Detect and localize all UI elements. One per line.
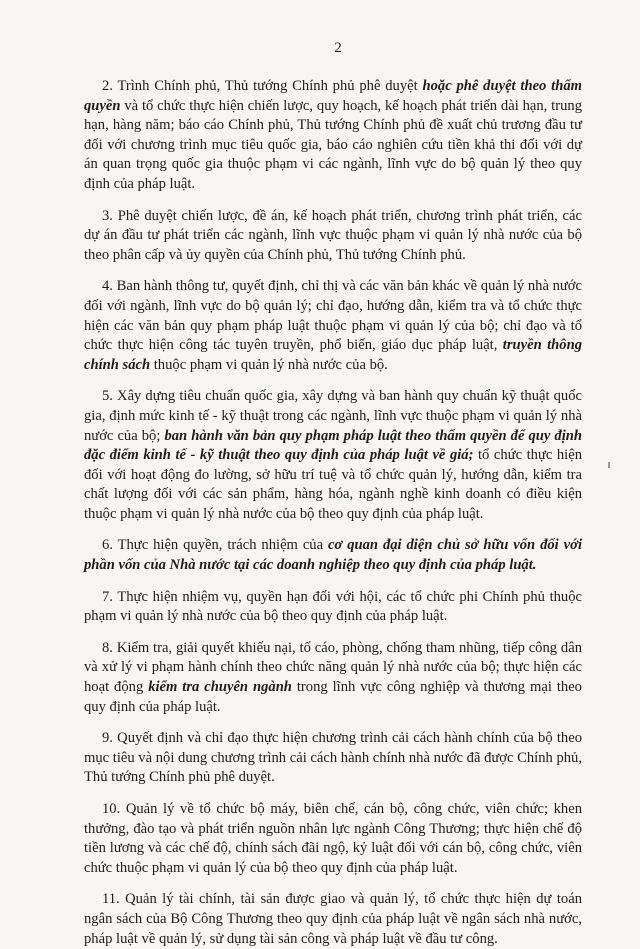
paragraph-8 [84,639,582,717]
paragraph-2 [84,77,582,195]
paragraph-text: thuộc phạm vi quản lý nhà nước của bộ. [150,356,388,373]
paragraph-text: 7. Thực hiện nhiệm vụ, quyền hạn đối với hội, các tổ chức phi Chính phủ thuộc phạm vi quản lý nhà nước của bộ theo quy định của pháp luật. [84,588,582,625]
paragraph-text: 3. Phê duyệt chiến lược, đề án, kế hoạch phát triển, chương trình phát triển, các dự án đầu tư phát triển các ngành, lĩnh vực thuộc phạm vi quản lý nhà nước của bộ theo phân cấp và ủy quyền của Chính phủ, Thủ tướng Chính phủ. [84,207,582,263]
paragraph-9 [84,729,582,788]
emphasized-text: ban hành văn bản quy phạm pháp luật theo thẩm quyền để quy định đặc điểm kinh tế - kỹ thuật theo quy định của pháp luật về giá; [84,427,582,464]
paragraph-text: tổ chức thực hiện đối với hoạt động đo lường, sở hữu trí tuệ và tổ chức quản lý, hướng dẫn, kiểm tra chất lượng đối với các sản phẩm, hàng hóa, ngành nghề kinh doanh có điều kiện thuộc phạm vi quản lý nhà nước của bộ theo quy định của pháp luật. [84,447,582,522]
emphasized-text: truyền thông chính sách [84,337,583,373]
emphasized-text: kiểm tra chuyên ngành [148,679,292,696]
paragraph-3 [84,207,582,266]
paragraph-10 [84,800,582,878]
paragraph-text: 4. Ban hành thông tư, quyết định, chỉ thị và các văn bản khác về quản lý nhà nước đối với ngành, lĩnh vực do bộ quản lý; chỉ đạo, hướng dẫn, kiểm tra và tổ chức thực hiện các văn bản quy phạm pháp luật thuộc phạm vi quản lý của bộ; chỉ đạo và tổ chức thực hiện công tác tuyên truyền, phổ biến, giáo dục pháp luật, [84,278,582,354]
paragraph-7 [84,588,582,627]
paragraph-text: 2. Trình Chính phủ, Thủ tướng Chính phủ phê duyệt [102,78,423,94]
paragraph-text: 9. Quyết định và chỉ đạo thực hiện chương trình cải cách hành chính của bộ theo mục tiêu và nội dung chương trình cải cách hành chính nhà nước đã được Chính phủ, Thủ tướng Chính phủ phê duyệt. [84,730,582,786]
paragraph-text: và tổ chức thực hiện chiến lược, quy hoạch, kế hoạch phát triển dài hạn, trung hạn, hàng năm; báo cáo Chính phủ, Thủ tướng Chính phủ đề xuất chủ trương đầu tư đối với chương trình mục tiêu quốc gia, báo cáo nghiên cứu tiền khả thi đối với dự án quan trọng quốc gia thuộc phạm vi các ngành, lĩnh vực do bộ quản lý theo quy định của pháp luật. [84,97,582,192]
document-body [84,77,582,949]
paragraph-11 [84,890,582,949]
scan-mark [608,462,610,468]
paragraph-text: 11. Quản lý tài chính, tài sản được giao và quản lý, tổ chức thực hiện dự toán ngân sách của Bộ Công Thương theo quy định của pháp luật về ngân sách nhà nước, pháp luật về quản lý, sử dụng tài sản công và pháp luật về đầu tư công. [84,891,582,947]
paragraph-4 [84,277,582,375]
paragraph-5 [84,387,582,524]
paragraph-6 [84,536,582,575]
paragraph-text: 5. Xây dựng tiêu chuẩn quốc gia, xây dựng và ban hành quy chuẩn kỹ thuật quốc gia, định mức kinh tế - kỹ thuật trong các ngành, lĩnh vực thuộc phạm vi quản lý nhà nước của bộ; [84,388,582,444]
paragraph-text: 10. Quản lý về tổ chức bộ máy, biên chế, cán bộ, công chức, viên chức; khen thưởng, đào tạo và phát triển nguồn nhân lực ngành Công Thương; thực hiện chế độ tiền lương và các chế độ, chính sách đãi ngộ, kỷ luật đối với cán bộ, công chức, viên chức thuộc phạm vi quản lý của bộ theo quy định của pháp luật. [84,801,582,876]
paragraph-text: 6. Thực hiện quyền, trách nhiệm của [102,537,328,554]
emphasized-text: cơ quan đại diện chủ sở hữu vốn đối với phần vốn của Nhà nước tại các doanh nghiệp theo quy định của pháp luật. [84,537,582,574]
paragraph-text: trong lĩnh vực công nghiệp và thương mại theo quy định của pháp luật. [84,679,582,715]
page-number: 2 [334,40,342,56]
emphasized-text: hoặc phê duyệt theo thẩm quyền [84,78,582,114]
paragraph-text: 8. Kiểm tra, giải quyết khiếu nại, tố cáo, phòng, chống tham nhũng, tiếp công dân và xử lý vi phạm hành chính theo chức năng quản lý nhà nước của bộ; thực hiện các hoạt động [84,639,582,696]
